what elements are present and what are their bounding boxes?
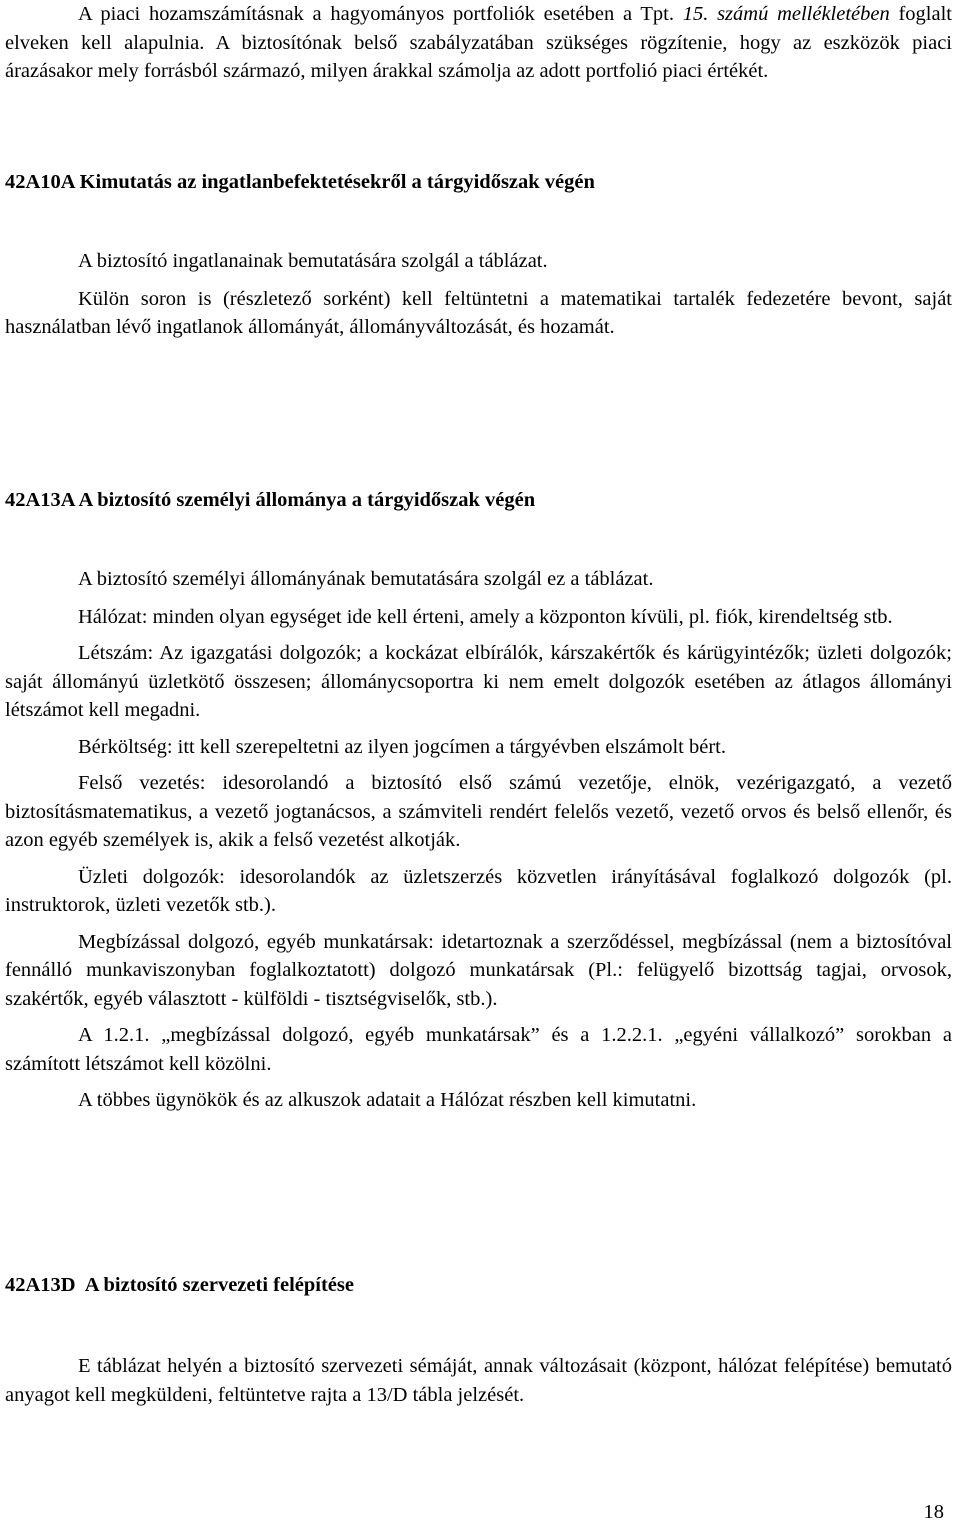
paragraph: A 1.2.1. „megbízással dolgozó, egyéb munkatársak” és a 1.2.2.1. „egyéni vállalkozó” sorokban a számított létszámot kell közölni.: [5, 1024, 952, 1075]
document-page: [5, 0, 952, 1406]
heading-42A13D: 42A13D A biztosító szervezeti felépítése: [5, 1274, 354, 1296]
paragraph: Bérköltség: itt kell szerepeltetni az ilyen jogcímen a tárgyévben elszámolt bért.: [78, 735, 726, 758]
paragraph: Felső vezetés: idesorolandó a biztosító első számú vezetője, elnök, vezérigazgató, a vezető biztosításmatematikus, a vezető jogtanácsos, a számviteli rendért felelős vezető, vezető orvos és belső ellenőr, és azon egyéb személyek is, akik a felső vezetést alkotják.: [5, 772, 952, 851]
section-42A13A-body: [5, 565, 952, 1115]
section-42A13D-body: [5, 1352, 952, 1409]
page-number: 18: [923, 1501, 944, 1523]
heading-42A13A: 42A13A A biztosító személyi állománya a tárgyidőszak végén: [5, 489, 536, 511]
paragraph: Külön soron is (részletező sorként) kell feltüntetni a matematikai tartalék fedezetére bevont, saját használatban lévő ingatlanok állományát, állományváltozását, és hozamát.: [5, 287, 952, 338]
paragraph: Hálózat: minden olyan egységet ide kell érteni, amely a központon kívüli, pl. fiók, kirendeltség stb.: [78, 605, 893, 628]
paragraph: A biztosító személyi állományának bemutatására szolgál ez a táblázat.: [78, 568, 654, 590]
paragraph: E táblázat helyén a biztosító szervezeti sémáját, annak változásait (központ, hálózat felépítése) bemutató anyagot kell megküldeni, feltüntetve rajta a 13/D tábla jelzését.: [5, 1355, 952, 1406]
intro-text-1: A piaci hozamszámításnak a hagyományos portfoliók esetében a Tpt.: [78, 3, 683, 25]
paragraph: A biztosító ingatlanainak bemutatására szolgál a táblázat.: [78, 250, 548, 272]
paragraph: Megbízással dolgozó, egyéb munkatársak: idetartoznak a szerződéssel, megbízással (nem a biztosítóval fennálló munkaviszonyban foglalkoztatott) dolgozó munkatársak (Pl.: felügyelő bizottság tagjai, orvosok, szakértők, egyéb választott - külföldi - tisztségviselők, stb.).: [5, 930, 952, 1010]
intro-italic-reference: 15. számú mellékletében: [682, 3, 890, 25]
intro-text-2: foglalt elveken kell alapulnia. A biztosítónak belső szabályzatában szükséges rögzítenie, hogy az eszközök piaci árazásakor mely forrásból származó, milyen árakkal számolja az adott portfolió piaci értékét.: [5, 3, 952, 82]
paragraph: Üzleti dolgozók: idesorolandók az üzletszerzés közvetlen irányításával foglalkozó dolgozók (pl. instruktorok, üzleti vezetők stb.).: [5, 865, 952, 916]
paragraph: A többes ügynökök és az alkuszok adatait a Hálózat részben kell kimutatni.: [78, 1089, 697, 1111]
paragraph: Létszám: Az igazgatási dolgozók; a kockázat elbírálók, kárszakértők és kárügyintézők; üzleti dolgozók; saját állományú üzletkötő összesen; állománycsoportra ki nem emelt dolgozók esetében az átlagos állományi létszámot kell megadni.: [5, 642, 952, 721]
intro-paragraph: [5, 0, 952, 86]
section-42A10A-body: [5, 247, 952, 342]
heading-42A10A: 42A10A Kimutatás az ingatlanbefektetésekről a tárgyidőszak végén: [5, 171, 595, 193]
